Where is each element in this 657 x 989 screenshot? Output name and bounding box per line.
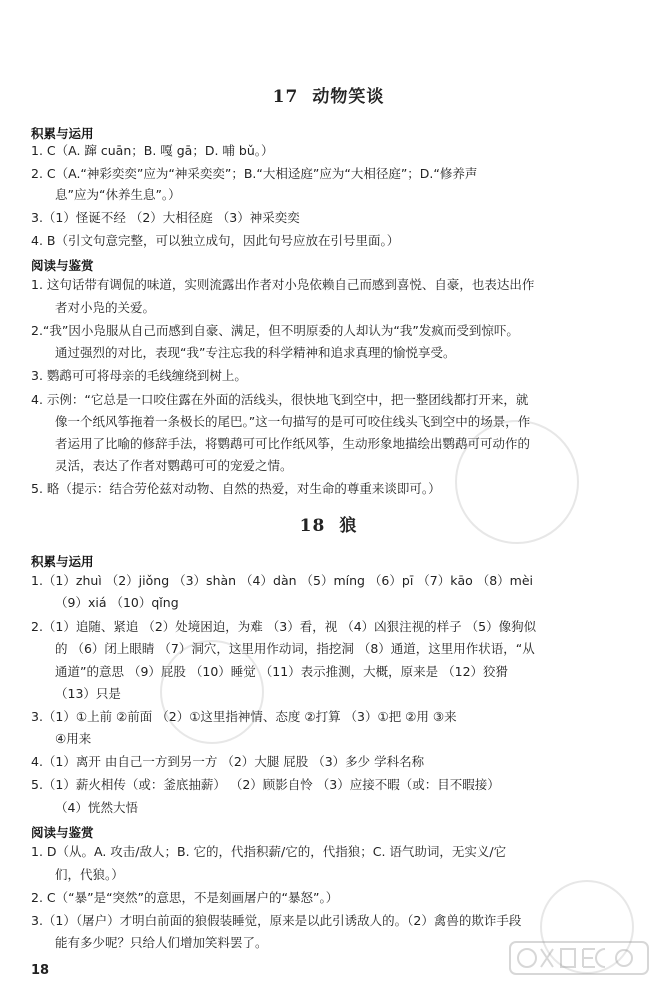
section-heading-accumulation: 积累与运用 (31, 126, 94, 141)
page-number: 18 (31, 963, 50, 978)
answer-item: 4.（1）离开 由自己一方到另一方 （2）大腿 屁股 （3）多少 学科名称 (31, 754, 425, 769)
section-heading-reading: 阅读与鉴赏 (31, 825, 94, 840)
answer-item-continued: （13）只是 (55, 686, 121, 701)
answer-item: 4. B（引文句意完整，可以独立成句，因此句号应放在引号里面。） (31, 233, 400, 248)
answer-item-continued: 者运用了比喻的修辞手法，将鹦鹉可可比作纸风筝，生动形象地描绘出鹦鹉可可动作的 (55, 436, 531, 451)
chapter-name: 狼 (339, 516, 358, 536)
answer-item-continued: （9）xiá （10）qǐng (55, 595, 179, 610)
chapter-17-title (0, 82, 657, 107)
answer-item: 3. 鹦鹉可可将母亲的毛线缠绕到树上。 (31, 368, 247, 383)
section-heading-reading: 阅读与鉴赏 (31, 258, 94, 273)
answer-item: 3.（1）①上前 ②前面 （2）①这里指神情、态度 ②打算 （3）①把 ②用 ③来 (31, 709, 457, 724)
answer-item: 1. 这句话带有调侃的味道，实则流露出作者对小凫依赖自己而感到喜悦、自豪，也表达出作 (31, 277, 535, 292)
answer-item: 5. 略（提示：结合劳伦兹对动物、自然的热爱，对生命的尊重来谈即可。） (31, 481, 441, 496)
answer-item-continued: 灵活，表达了作者对鹦鹉可可的宠爱之情。 (55, 458, 293, 473)
chapter-name: 动物笑谈 (312, 87, 385, 107)
answer-item-continued: 的 （6）闭上眼睛 （7）洞穴，这里用作动词，指挖洞 （8）通道，这里用作状语，“从 (55, 641, 535, 656)
answer-item: 2. C（A.“神彩奕奕”应为“神采奕奕”；B.“大相迳庭”应为“大相径庭”；D.“修养声 (31, 166, 478, 181)
answer-item: 3.（1）怪诞不经 （2）大相径庭 （3）神采奕奕 (31, 210, 300, 225)
answer-item: 1.（1）zhuì （2）jiǒng （3）shàn （4）dàn （5）míng （6）pī （7）kāo （8）mèi (31, 573, 534, 588)
answer-item-continued: 通道”的意思 （9）屁股 （10）睡觉 （11）表示推测，大概，原来是 （12）狡猾 (55, 664, 509, 679)
answer-item: 3.（1）（屠户）才明白前面的狼假装睡觉，原来是以此引诱敌人的。（2）禽兽的欺诈手段 (31, 913, 522, 928)
answer-item: 4. 示例：“它总是一口咬住露在外面的活线头，很快地飞到空中，把一整团线都打开来，就 (31, 392, 529, 407)
watermark-stamp (160, 640, 264, 744)
answer-item-continued: 者对小凫的关爱。 (55, 300, 156, 315)
section-heading-accumulation: 积累与运用 (31, 554, 94, 569)
answer-item-continued: 能有多少呢？只给人们增加笑料罢了。 (55, 935, 268, 950)
answer-item-continued: 像一个纸风筝拖着一条极长的尾巴。”这一句描写的是可可咬住线头飞到空中的场景，作 (55, 414, 531, 429)
watermark-logo (509, 941, 649, 981)
chapter-number: 17 (272, 87, 299, 107)
answer-item: 2.“我”因小凫服从自己而感到自豪、满足，但不明原委的人却认为“我”发疯而受到惊吓。 (31, 323, 519, 338)
answer-item-continued: （4）恍然大悟 (55, 800, 138, 815)
answer-item-continued: ④用来 (55, 731, 92, 746)
answer-item: 1. C（A. 蹿 cuān；B. 嘎 gā；D. 哺 bǔ。） (31, 143, 274, 158)
answer-item-continued: 们，代狼。） (55, 867, 124, 882)
answer-item: 2.（1）追随、紧追 （2）处境困迫，为难 （3）看，视 （4）凶狠注视的样子 （5）像狗似 (31, 619, 537, 634)
watermark-logo-graphic (509, 941, 649, 975)
answer-item: 2. C（“暴”是“突然”的意思，不是刻画屠户的“暴怒”。） (31, 890, 339, 905)
answer-item: 1. D（从。A. 攻击/敌人；B. 它的，代指积薪/它的，代指狼；C. 语气助词，无实义/它 (31, 844, 507, 859)
watermark-stamp (455, 420, 579, 544)
answer-item-continued: 息”应为“休养生息”。） (55, 187, 181, 202)
answer-item: 5.（1）薪火相传（或：釜底抽薪） （2）顾影自怜 （3）应接不暇（或：目不暇接） (31, 777, 500, 792)
answer-item-continued: 通过强烈的对比，表现“我”专注忘我的科学精神和追求真理的愉悦享受。 (55, 345, 456, 360)
chapter-number: 18 (299, 516, 326, 536)
